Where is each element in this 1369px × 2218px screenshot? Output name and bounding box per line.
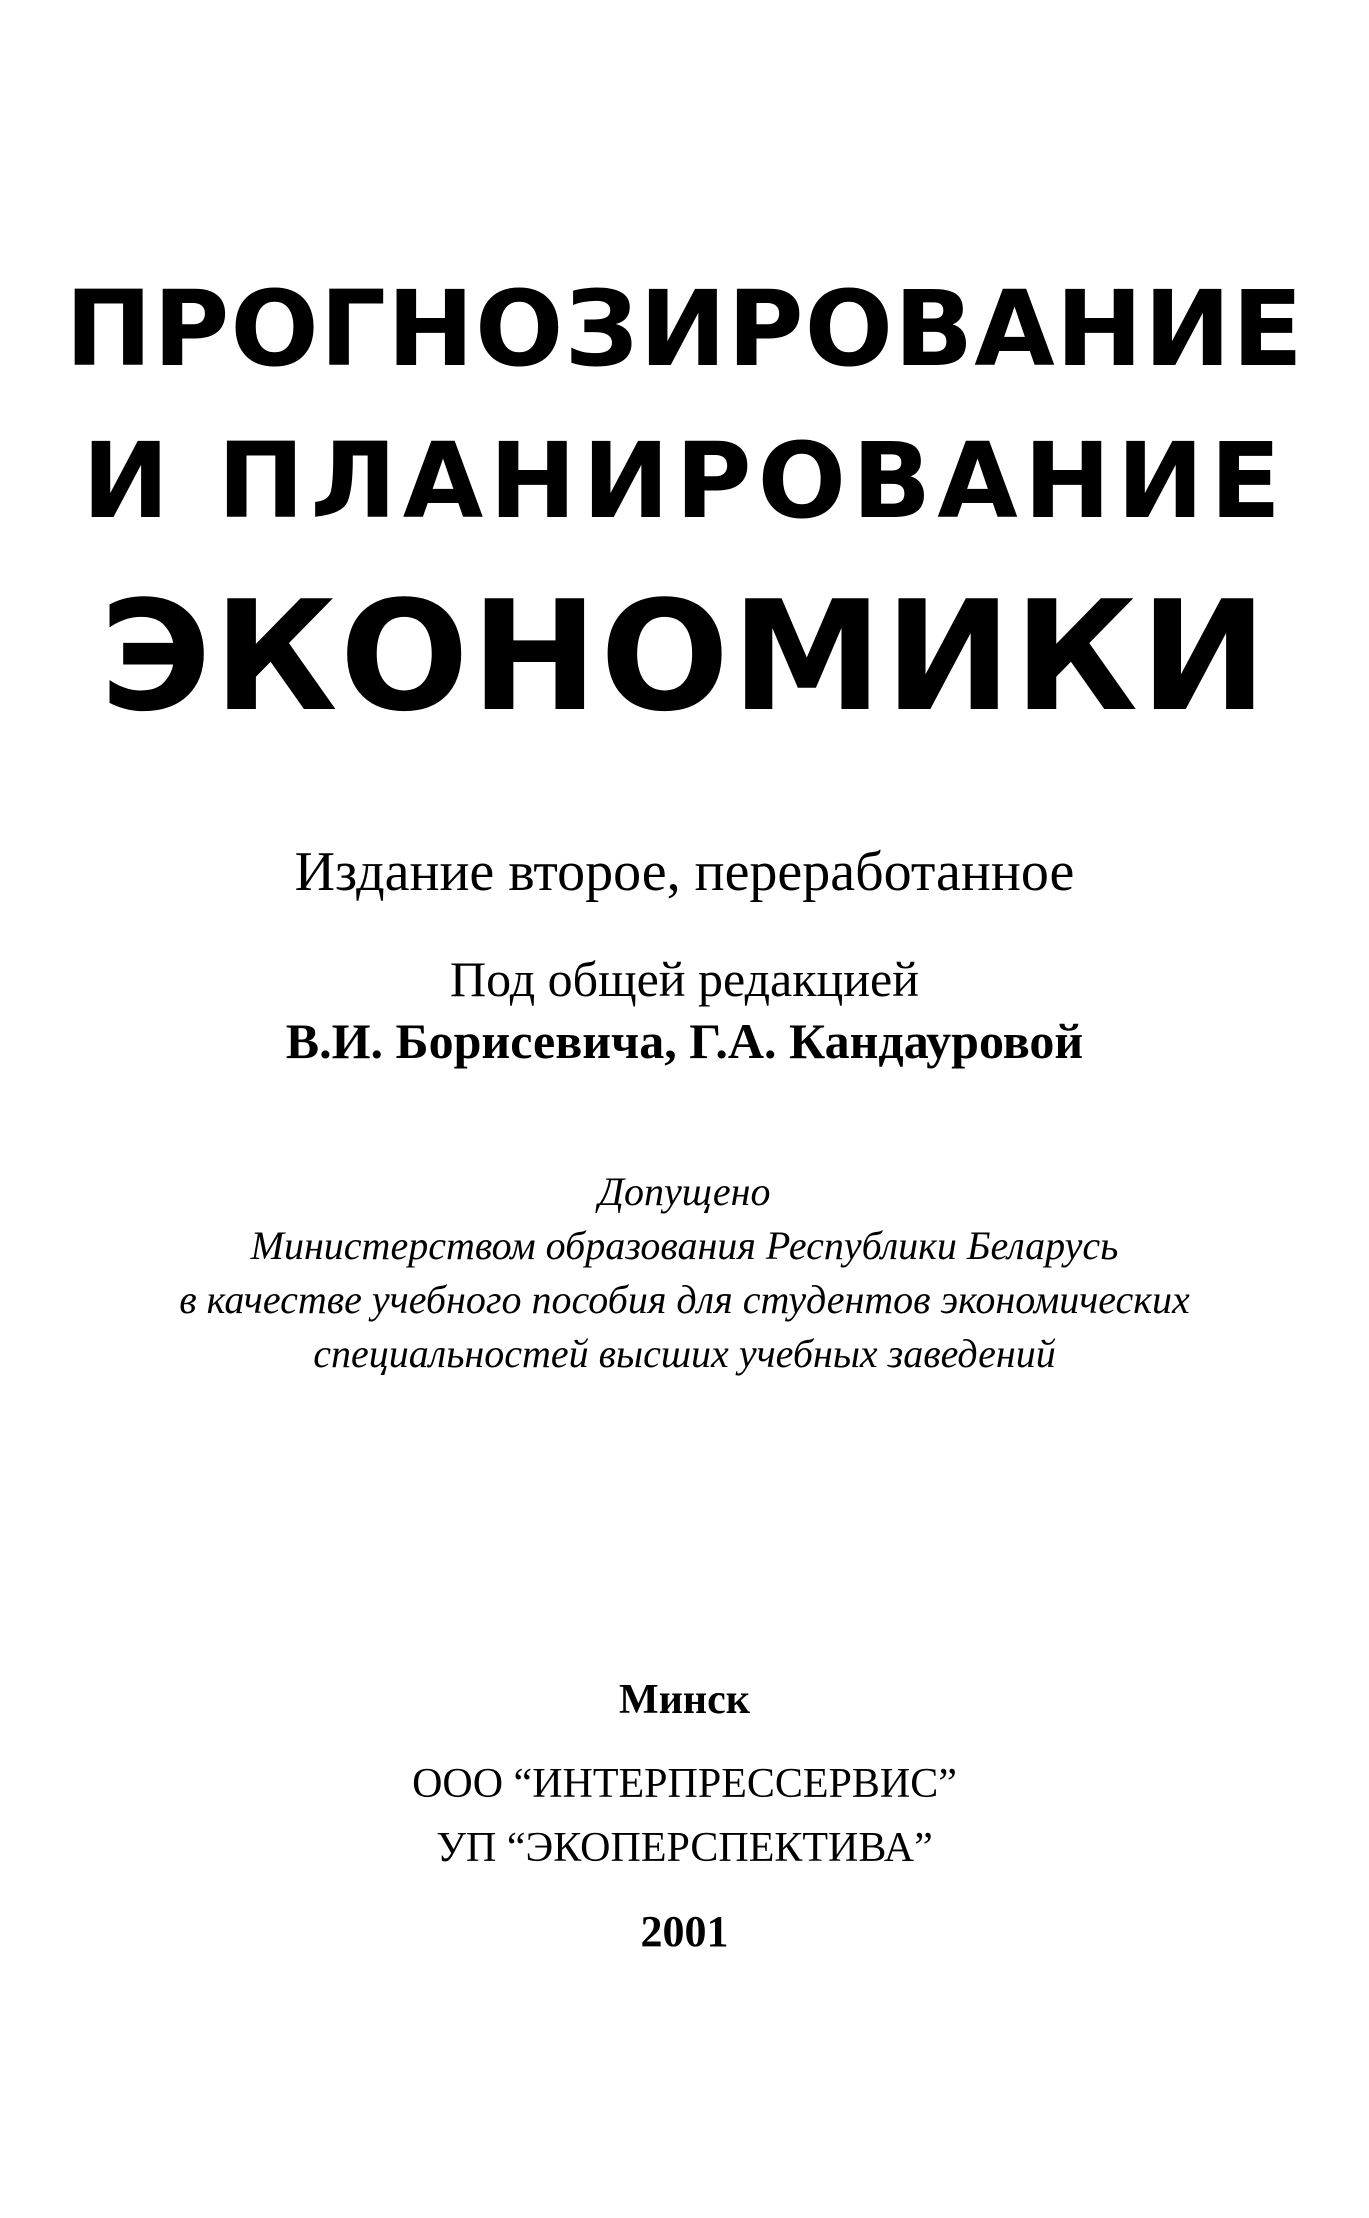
- title-line-3: ЭКОНОМИКИ: [99, 568, 1270, 745]
- editorial-label: Под общей редакцией: [450, 951, 919, 1007]
- approval-line-3: в качестве учебного пособия для студентов экономических: [179, 1277, 1190, 1322]
- edition-note: Издание второе, переработанное: [294, 841, 1075, 903]
- approval-line-1: Допущено: [598, 1169, 771, 1214]
- approval-line-2: Министерством образования Республики Беларусь: [250, 1223, 1119, 1268]
- imprint-publisher-2: УП “ЭКОПЕРСПЕКТИВА”: [436, 1825, 933, 1871]
- title-line-2: И ПЛАНИРОВАНИЕ: [82, 420, 1287, 542]
- imprint-publisher-1: ООО “ИНТЕРПРЕССЕРВИС”: [412, 1761, 957, 1807]
- editors-names: В.И. Борисевича, Г.А. Кандауровой: [285, 1013, 1084, 1069]
- approval-line-4: специальностей высших учебных заведений: [313, 1331, 1056, 1376]
- title-line-1: ПРОГНОЗИРОВАНИЕ: [65, 268, 1304, 390]
- imprint-city: Минск: [619, 1677, 750, 1723]
- imprint-year: 2001: [640, 1907, 729, 1956]
